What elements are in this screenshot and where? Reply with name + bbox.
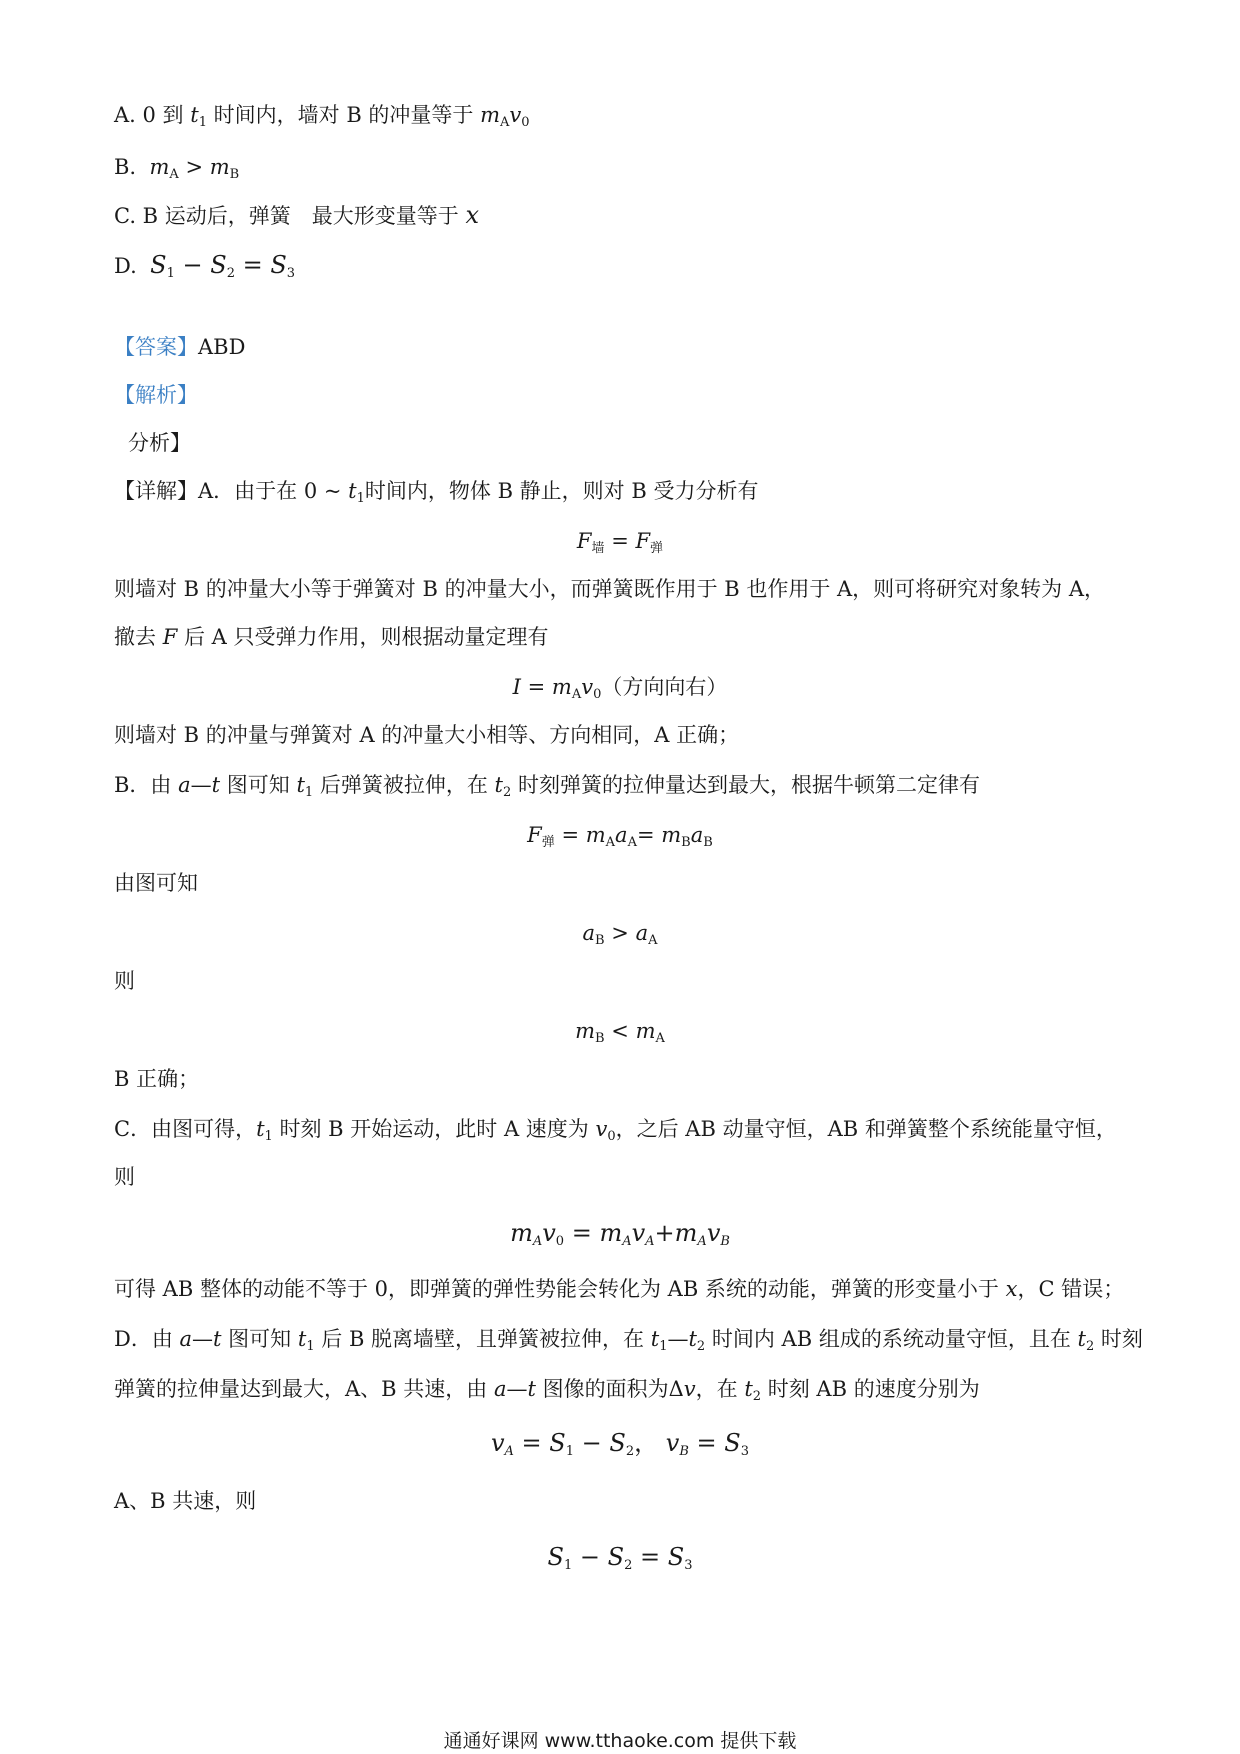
detail-a-line4: 则墙对 B 的冲量与弹簧对 A 的冲量大小相等、方向相同，A 正确； — [114, 723, 740, 747]
detail-b-line1: B．由 a—t 图可知 $t_1$ 后弹簧被拉伸，在 $t_2$ 时刻弹簧的拉伸量达到最大，根据牛顿第二定律有 — [114, 773, 980, 800]
answer-tag: 【答案】 — [114, 335, 198, 359]
eq-momentum: $m_Av_0 = m_Av_A+m_Av_B$ — [510, 1219, 730, 1249]
detail-c-line3: 可得 AB 整体的动能不等于 0，即弹簧的弹性势能会转化为 AB 系统的动能，弹簧的形变量小于 x，C 错误； — [114, 1277, 1125, 1301]
option-a: A. 0 到 $t_1$ 时间内，墙对 B 的冲量等于 $m_Av_0$ — [114, 103, 530, 130]
footer-source: 通通好课网 www.tthaoke.com 提供下载 — [443, 1730, 797, 1752]
eq-mass-compare: $m_B < m_A$ — [575, 1019, 665, 1046]
analysis-tag: 【解析】 — [114, 383, 198, 407]
eq-accel-compare: $a_B > a_A$ — [582, 921, 658, 948]
answer-line — [114, 332, 245, 362]
option-b: B. $m_A > m_B$ — [114, 155, 240, 182]
option-d: D. $S_1 - S_2 = S_3$ — [114, 251, 296, 281]
detail-a-line2: 则墙对 B 的冲量大小等于弹簧对 B 的冲量大小，而弹簧既作用于 B 也作用于 A，则可将研究对象转为 A， — [114, 577, 1106, 601]
detail-b-line2: 由图可知 — [114, 871, 198, 895]
detail-a-line3: 撤去 F 后 A 只受弹力作用，则根据动量定理有 — [114, 625, 549, 649]
detail-d-line3: A、B 共速，则 — [114, 1489, 257, 1513]
eq-area-relation: $S_1 - S_2 = S_3$ — [547, 1543, 693, 1573]
detail-d-line1: D．由 a—t 图可知 $t_1$ 后 B 脱离墙壁，且弹簧被拉伸，在 $t_1—t_2$ 时间内 AB 组成的系统动量守恒，且在 $t_2$ 时刻 — [114, 1327, 1143, 1354]
eq-force-balance: $F_墙 = F_弹$ — [576, 529, 664, 556]
detail-c-line2: 则 — [114, 1165, 135, 1189]
detail-d-line2: 弹簧的拉伸量达到最大，A、B 共速，由 a—t 图像的面积为Δv，在 $t_2$ 时刻 AB 的速度分别为 — [114, 1377, 980, 1404]
option-c: C. B 运动后，弹簧 最大形变量等于 x — [114, 201, 479, 229]
eq-newton: $F_弹 = m_Aa_A= m_Ba_B$ — [527, 823, 713, 850]
analysis-subhead: 分析】 — [128, 431, 191, 455]
eq-velocities: $v_A = S_1 - S_2$， $v_B = S_3$ — [490, 1429, 750, 1459]
detail-a-line1: 【详解】A．由于在 0 ~ $t_1$时间内，物体 B 静止，则对 B 受力分析有 — [114, 479, 759, 506]
detail-c-line1: C．由图可得，$t_1$ 时刻 B 开始运动，此时 A 速度为 $v_0$，之后 AB 动量守恒，AB 和弹簧整个系统能量守恒， — [114, 1117, 1117, 1144]
eq-impulse: $I = m_Av_0$（方向向右） — [512, 675, 728, 702]
detail-b-line3: 则 — [114, 969, 135, 993]
answer-value: ABD — [198, 335, 246, 359]
detail-b-line4: B 正确； — [114, 1067, 200, 1091]
